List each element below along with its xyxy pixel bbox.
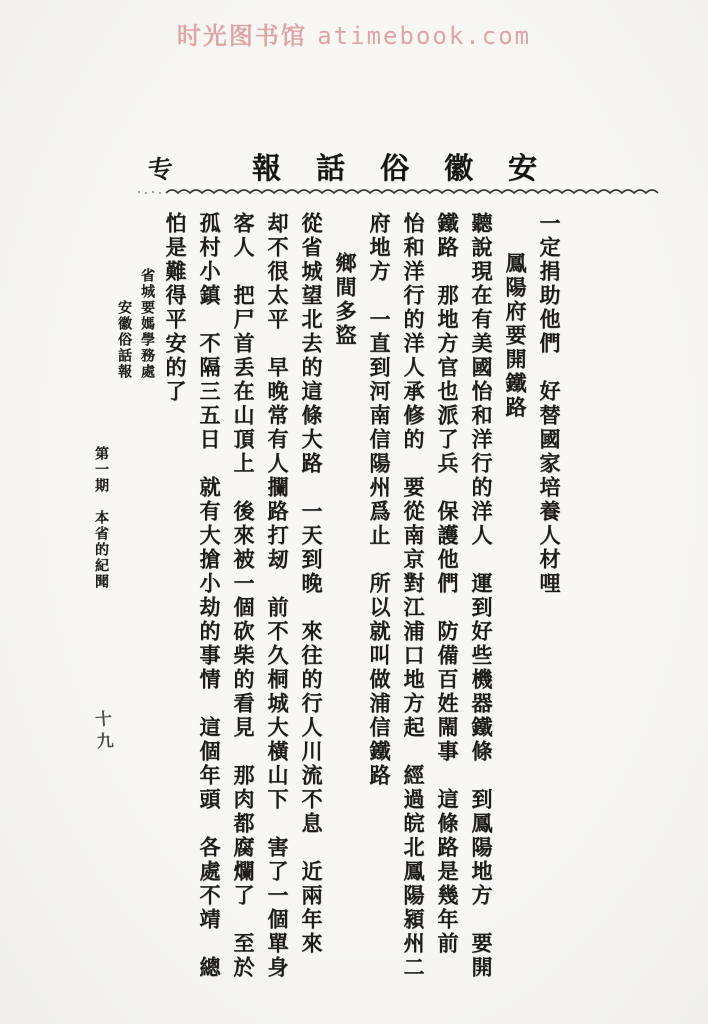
wavy-divider-path: [166, 190, 658, 193]
text-column: 鐵路 那地方官也派了兵 保護他們 防備百姓閙事 這條路是幾年前: [435, 212, 459, 956]
text-columns: [84, 212, 564, 1012]
text-column: 府地方 一直到河南信陽州爲止 所以就叫做浦信鐵路: [367, 212, 391, 788]
column-issue-section: 第一期 本省的紀聞: [93, 446, 108, 590]
column-heading-fengyang-railway: 鳳陽府要開鐵路: [503, 252, 527, 420]
watermark-site-url: atimebook.com: [317, 22, 532, 50]
column-prev-article-tail: 一定捐助他們 好替國家培養人材哩: [537, 212, 561, 596]
text-column: 聽說現在有美國怡和洋行的洋人 運到好些機器鐵條 到鳳陽地方 要開: [469, 212, 493, 980]
masthead-paper-title: 報話俗徽安: [252, 153, 573, 185]
text-column: 怕是難得平安的了: [163, 212, 187, 404]
page-number: 十九: [91, 709, 114, 755]
watermark-library-name: 时光图书馆: [176, 22, 307, 50]
text-column: 怡和洋行的洋人承修的 要從南京對江浦口地方起 經過皖北鳳陽潁州二: [401, 212, 425, 980]
text-column: 從省城望北去的這條大路 一天到晚 來往的行人川流不息 近兩年來: [299, 212, 323, 956]
column-imprint-office: 省城要媽學務處: [139, 268, 154, 380]
wavy-divider: [136, 184, 664, 198]
text-column: 孤村小鎮 不隔三五日 就有大搶小劫的事情 這個年頭 各處不靖 總: [197, 212, 221, 980]
column-heading-rural-bandits: 鄉間多盜: [333, 252, 357, 348]
handwritten-mark: 专: [146, 155, 175, 186]
library-watermark: [0, 16, 708, 51]
text-column: 却不很太平 早晚常有人攔路打刼 前不久桐城大橫山下 害了一個單身: [265, 212, 289, 980]
text-column: 客人 把尸首丢在山頂上 後來被一個砍柴的看見 那肉都腐爛了 至於: [231, 212, 255, 980]
column-imprint-paper-title: 安徽俗話報: [116, 300, 131, 380]
